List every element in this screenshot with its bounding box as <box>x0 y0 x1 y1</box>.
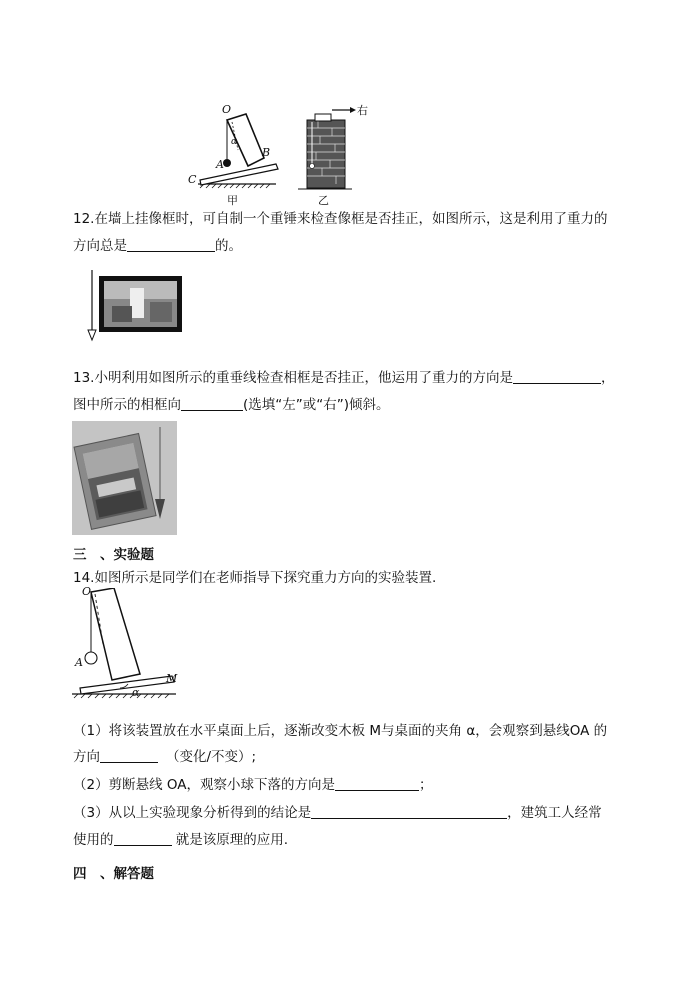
q14-p3-line1 <box>73 803 602 823</box>
q14-p3-line1-pre: （3）从以上实验现象分析得到的结论是 <box>73 805 312 821</box>
label-c: C <box>188 173 197 186</box>
q14-intro: 14.如图所示是同学们在老师指导下探究重力方向的实验装置. <box>73 570 437 586</box>
q14-label-a: A <box>75 656 83 669</box>
label-jia: 甲 <box>227 194 238 207</box>
label-b: B <box>262 146 271 159</box>
q14-p2-post: ； <box>419 777 433 793</box>
q14-figure <box>68 585 188 704</box>
q13-answer-blank-1[interactable] <box>513 369 601 384</box>
figure-jia-yi-drawing <box>180 100 370 212</box>
q12-line2-post: 的。 <box>215 238 242 254</box>
label-right: 右 <box>357 104 368 117</box>
q14-answer-blank-4[interactable] <box>114 831 172 846</box>
q12-line2 <box>73 236 242 256</box>
q14-p1-line2-pre: 方向 <box>73 749 100 765</box>
q13-line2-pre: 图中所示的相框向 <box>73 397 181 413</box>
q14-p3-line2-post: 就是该原理的应用. <box>171 832 289 848</box>
q12-line2-pre: 方向总是 <box>73 238 127 254</box>
label-yi: 乙 <box>318 194 329 207</box>
section-3-title: 三 、实验题 <box>73 547 154 563</box>
q14-p1-line2-post: （变化/不变）; <box>166 749 257 765</box>
q13-line2 <box>73 395 390 415</box>
q14-figure-drawing <box>68 588 188 704</box>
q12-figure <box>84 268 184 342</box>
q14-answer-blank-2[interactable] <box>335 776 419 791</box>
section-4-title: 四 、解答题 <box>73 866 154 882</box>
q12-answer-blank[interactable] <box>127 237 215 252</box>
figure-jia-yi <box>180 100 370 212</box>
label-o: O <box>222 103 232 116</box>
q14-label-alpha: α <box>132 686 140 699</box>
q14-p3-line2-pre: 使用的 <box>73 832 114 848</box>
q12-figure-drawing <box>84 268 184 342</box>
q14-p2-pre: （2）剪断悬线 OA，观察小球下落的方向是 <box>73 777 336 793</box>
q14-answer-blank-1[interactable] <box>100 748 158 763</box>
q14-p1-line2 <box>73 747 256 767</box>
q14-label-o: O <box>82 585 92 598</box>
q13-line1-post: ， <box>600 370 615 386</box>
q13-line2-post: (选填“左”或“右”)倾斜。 <box>243 397 390 413</box>
label-alpha: α <box>231 137 238 147</box>
q12-line1: 12.在墙上挂像框时，可自制一个重锤来检查像框是否挂正，如图所示，这是利用了重力的 <box>73 211 608 227</box>
q13-line1 <box>73 368 614 388</box>
q13-answer-blank-2[interactable] <box>181 396 243 411</box>
q14-p1-line1: （1）将该装置放在水平桌面上后，逐渐改变木板 M与桌面的夹角 α，会观察到悬线OA 的 <box>73 723 608 739</box>
q13-figure <box>72 421 177 535</box>
label-a: A <box>216 158 224 171</box>
q13-figure-drawing <box>72 421 177 535</box>
q14-p3-line2 <box>73 830 288 850</box>
q14-p2 <box>73 775 433 795</box>
q13-line1-pre: 13.小明利用如图所示的重垂线检查相框是否挂正，他运用了重力的方向是 <box>73 370 513 386</box>
q14-p3-line1-post: ，建筑工人经常 <box>507 805 602 821</box>
q14-label-m: M <box>166 672 178 685</box>
q14-answer-blank-3[interactable] <box>311 804 507 819</box>
